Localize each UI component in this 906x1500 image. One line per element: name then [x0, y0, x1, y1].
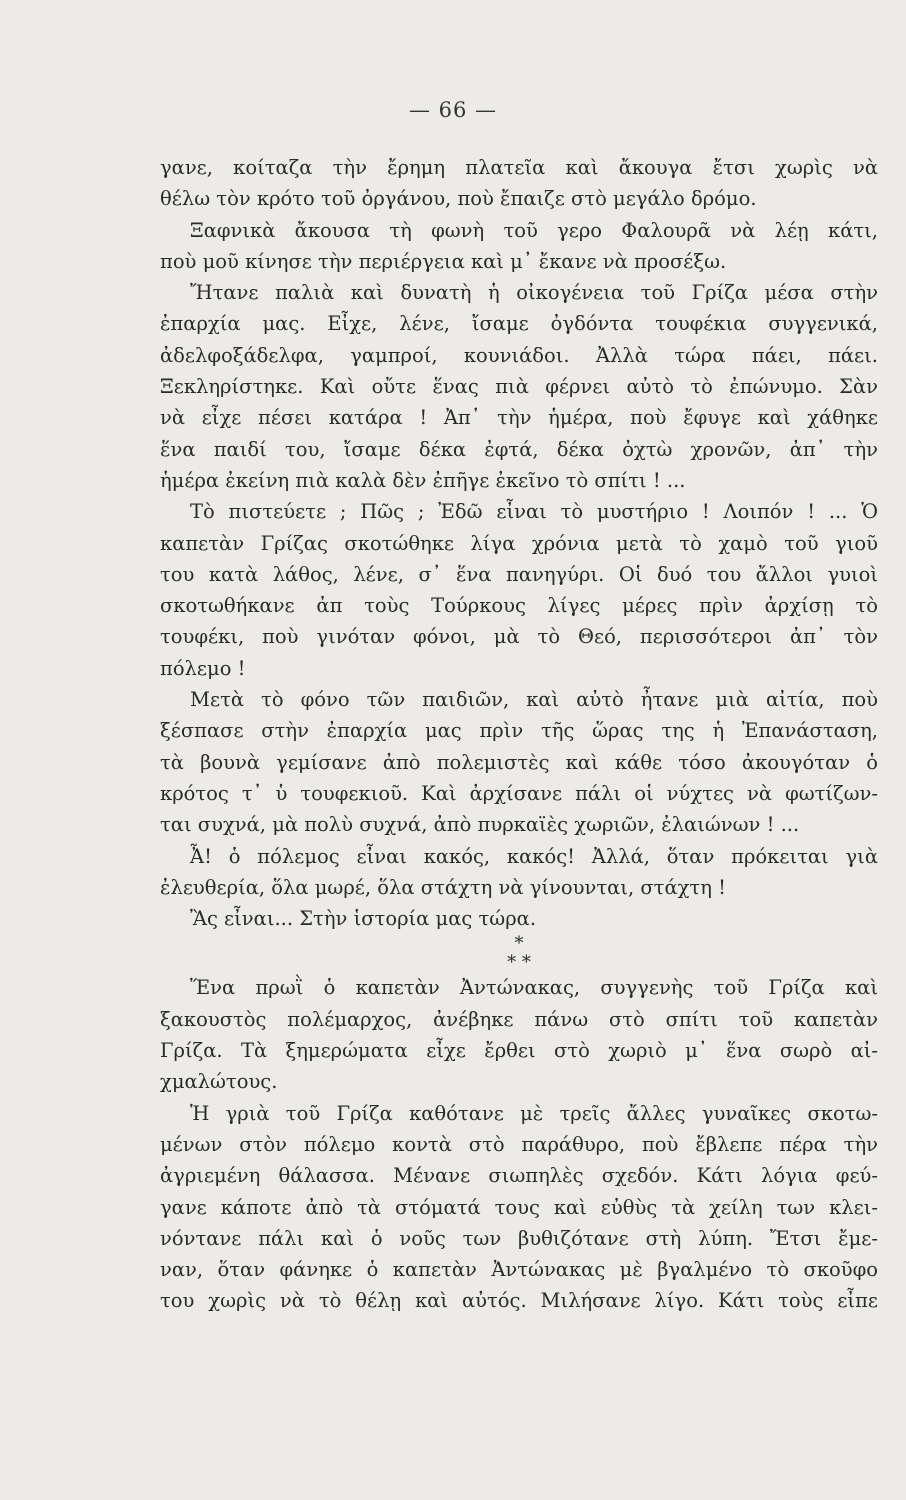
text-line: Ἡ γριὰ τοῦ Γρίζα καθότανε μὲ τρεῖς ἄλλες γυναῖκες σκοτω- — [190, 1101, 878, 1125]
text-line: ναν, ὅταν φάνηκε ὁ καπετὰν Ἀντώνακας μὲ βγαλμένο τὸ σκοῦφο — [160, 1258, 878, 1282]
text-line: νόντανε πάλι καὶ ὁ νοῦς των βυθιζότανε στὴ λύπη. Ἔτσι ἔμε- — [160, 1226, 878, 1250]
text-line: Μετὰ τὸ φόνο τῶν παιδιῶν, καὶ αὐτὸ ἦτανε μιὰ αἰτία, ποὺ — [190, 688, 878, 712]
text-line: ἐπαρχία μας. Εἶχε, λένε, ἴσαμε ὀγδόντα τουφέκια συγγενικά, — [160, 312, 878, 336]
text-line: Ἤτανε παλιὰ καὶ δυνατὴ ἡ οἰκογένεια τοῦ Γρίζα μέσα στὴν — [190, 281, 878, 305]
text-line: γανε, κοίταζα τὴν ἔρημη πλατεῖα καὶ ἄκουγα ἔτσι χωρὶς νὰ — [160, 156, 878, 179]
text-line: ποὺ μοῦ κίνησε τὴν περιέργεια καὶ μ᾿ ἔκανε νὰ προσέξω. — [160, 249, 727, 273]
text-line: του χωρὶς νὰ τὸ θέλῃ καὶ αὐτός. Μιλήσανε λίγο. Κάτι τοὺς εἶπε — [160, 1289, 878, 1313]
text-line: ξέσπασε στὴν ἐπαρχία μας πρὶν τῆς ὥρας της ἡ Ἐπανάσταση, — [160, 719, 878, 743]
text-line: σκοτωθήκανε ἀπ τοὺς Τούρκους λίγες μέρες πρὶν ἀρχίσῃ τὸ — [160, 594, 878, 618]
text-line: τὰ βουνὰ γεμίσανε ἀπὸ πολεμιστὲς καὶ κάθε τόσο ἀκουγόταν ὁ — [160, 750, 878, 774]
text-line: Γρίζα. Τὰ ξημερώματα εἶχε ἔρθει στὸ χωριὸ μ᾿ ἕνα σωρὸ αἰ- — [160, 1039, 878, 1063]
section-separator-line: * * — [507, 953, 531, 973]
text-line: κρότος τ᾿ ὑ τουφεκιοῦ. Καὶ ἀρχίσανε πάλι οἱ νύχτες νὰ φωτίζων- — [160, 781, 878, 805]
text-line: ἕνα παιδί του, ἴσαμε δέκα ἐφτά, δέκα ὀχτὼ χρονῶν, ἀπ᾿ τὴν — [160, 437, 878, 461]
text-line: θέλω τὸν κρότο τοῦ ὀργάνου, ποὺ ἔπαιζε στὸ μεγάλο δρόμο. — [160, 187, 757, 211]
text-line: του κατὰ λάθος, λένε, σ᾿ ἕνα πανηγύρι. Οἱ δυό του ἄλλοι γυιοὶ — [160, 562, 878, 586]
text-line: ἀδελφοξάδελφα, γαμπροί, κουνιάδοι. Ἀλλὰ τώρα πάει, πάει. — [160, 343, 878, 367]
text-line: ται συχνά, μὰ πολὺ συχνά, ἀπὸ πυρκαϊὲς χωριῶν, ἐλαιώνων ! ... — [160, 813, 800, 837]
text-line: ξακουστὸς πολέμαρχος, ἀνέβηκε πάνω στὸ σπίτι τοῦ καπετὰν — [160, 1007, 878, 1031]
text-line: χμαλώτους. — [160, 1070, 278, 1094]
page-number: — 66 — — [408, 98, 498, 122]
text-line: Ξεκληρίστηκε. Καὶ οὔτε ἕνας πιὰ φέρνει αὐτὸ τὸ ἐπώνυμο. Σὰν — [160, 375, 878, 399]
section-separator-line: * — [514, 934, 524, 954]
text-line: πόλεμο ! — [160, 656, 246, 680]
text-line: νὰ εἶχε πέσει κατάρα ! Ἀπ᾿ τὴν ἡμέρα, ποὺ ἔφυγε καὶ χάθηκε — [160, 406, 878, 430]
text-line: μένων στὸν πόλεμο κοντὰ στὸ παράθυρο, ποὺ ἔβλεπε πέρα τὴν — [160, 1132, 878, 1156]
text-line: γανε κάποτε ἀπὸ τὰ στόματά τους καὶ εὐθὺς τὰ χείλη των κλει- — [160, 1195, 878, 1219]
text-line: ἀγριεμένη θάλασσα. Μένανε σιωπηλὲς σχεδόν. Κάτι λόγια φεύ- — [160, 1164, 878, 1188]
body-text — [160, 152, 878, 1317]
text-line: ἡμέρα ἐκείνη πιὰ καλὰ δὲν ἐπῆγε ἐκεῖνο τὸ σπίτι ! ... — [160, 468, 686, 492]
text-line: Ἂς εἶναι... Στὴν ἱστορία μας τώρα. — [190, 907, 537, 931]
text-line: Ἕνα πρωῒ ὁ καπετὰν Ἀντώνακας, συγγενὴς τοῦ Γρίζα καὶ — [190, 976, 878, 1000]
text-line: Τὸ πιστεύετε ; Πῶς ; Ἐδῶ εἶναι τὸ μυστήριο ! Λοιπόν ! ... Ὁ — [190, 500, 878, 524]
text-line: καπετὰν Γρίζας σκοτώθηκε λίγα χρόνια μετὰ τὸ χαμὸ τοῦ γιοῦ — [160, 531, 878, 555]
text-line: Ἆ! ὁ πόλεμος εἶναι κακός, κακός! Ἀλλά, ὅταν πρόκειται γιὰ — [190, 844, 878, 868]
text-line: Ξαφνικὰ ἄκουσα τὴ φωνὴ τοῦ γερο Φαλουρᾶ νὰ λέῃ κάτι, — [190, 218, 878, 242]
text-line: τουφέκι, ποὺ γινόταν φόνοι, μὰ τὸ Θεό, περισσότεροι ἀπ᾿ τὸν — [160, 625, 878, 649]
text-line: ἐλευθερία, ὅλα μωρέ, ὅλα στάχτη νὰ γίνουνται, στάχτη ! — [160, 875, 726, 899]
